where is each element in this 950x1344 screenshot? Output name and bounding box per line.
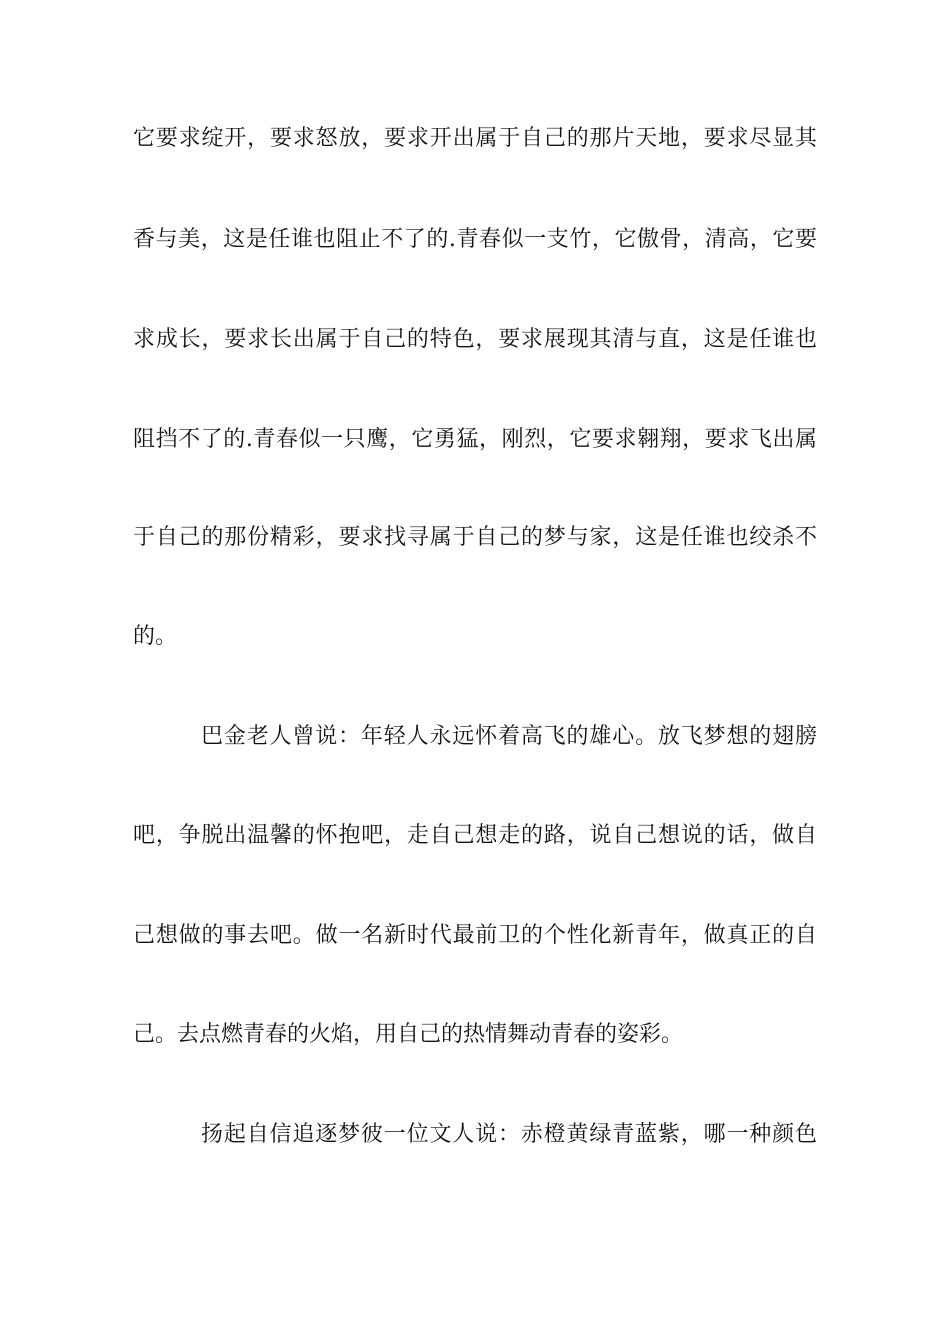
text-line: 于自己的那份精彩，要求找寻属于自己的梦与家，这是任谁也绞杀不 <box>133 525 817 550</box>
text-line: 求成长，要求长出属于自己的特色，要求展现其清与直，这是任谁也 <box>133 327 817 352</box>
text-line: 阻挡不了的.青春似一只鹰，它勇猛，刚烈，它要求翱翔，要求飞出属 <box>133 427 817 452</box>
text-line: 它要求绽开，要求怒放，要求开出属于自己的那片天地，要求尽显其 <box>133 126 817 151</box>
text-line: 吧，争脱出温馨的怀抱吧，走自己想走的路，说自己想说的话，做自 <box>133 823 817 848</box>
text-line: 己想做的事去吧。做一名新时代最前卫的个性化新青年，做真正的自 <box>133 923 817 948</box>
text-line: 的。 <box>133 624 178 649</box>
text-line: 扬起自信追逐梦彼一位文人说：赤橙黄绿青蓝紫，哪一种颜色 <box>201 1122 817 1147</box>
text-line: 巴金老人曾说：年轻人永远怀着高飞的雄心。放飞梦想的翅膀 <box>201 724 817 749</box>
text-line: 己。去点燃青春的火焰，用自己的热情舞动青春的姿彩。 <box>133 1022 684 1047</box>
text-line: 香与美，这是任谁也阻止不了的.青春似一支竹，它傲骨，清高，它要 <box>133 227 817 252</box>
